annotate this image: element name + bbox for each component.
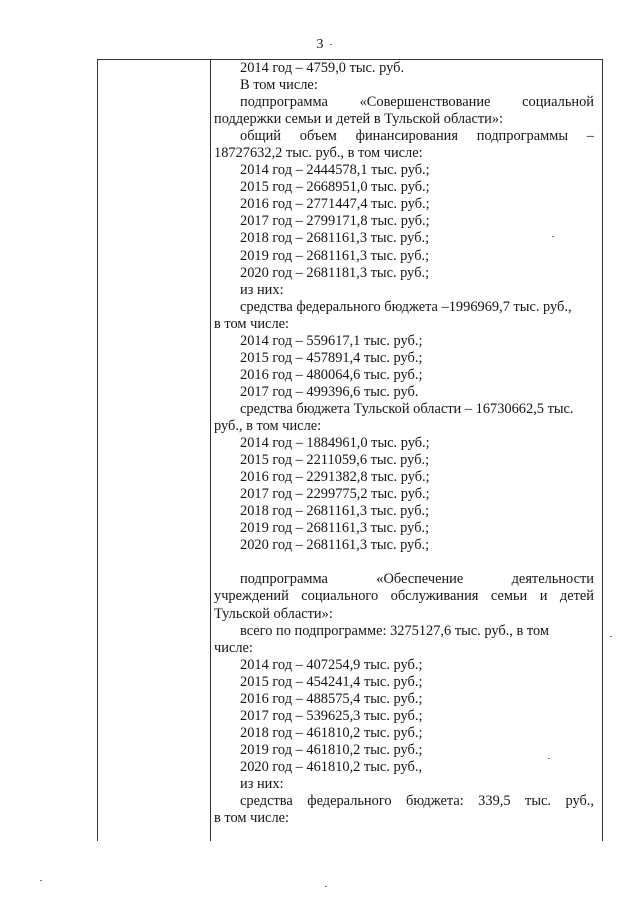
scan-speck <box>330 44 332 45</box>
text-line: числе: <box>214 639 253 656</box>
text-line: 2015 год – 2211059,6 тыс. руб.; <box>240 452 430 469</box>
table-cell-content <box>214 60 594 827</box>
text-line: 2014 год – 407254,9 тыс. руб.; <box>240 656 423 673</box>
text-line: 2015 год – 454241,4 тыс. руб.; <box>240 673 423 690</box>
scan-speck <box>552 236 554 237</box>
text-line: 2020 год – 2681161,3 тыс. руб.; <box>240 537 430 554</box>
text-line: Тульской области»: <box>214 605 333 622</box>
text-line: 18727632,2 тыс. руб., в том числе: <box>214 145 423 162</box>
text-line: 2017 год – 539625,3 тыс. руб.; <box>240 707 423 724</box>
text-line: 2014 год – 559617,1 тыс. руб.; <box>240 332 423 349</box>
text-line: из них: <box>240 281 284 298</box>
text-line: 2017 год – 2799171,8 тыс. руб.; <box>240 213 430 230</box>
text-line: 2014 год – 1884961,0 тыс. руб.; <box>240 435 430 452</box>
text-line: 2016 год – 2771447,4 тыс. руб.; <box>240 196 430 213</box>
text-line: 2019 год – 461810,2 тыс. руб.; <box>240 741 423 758</box>
text-line: 2014 год – 4759,0 тыс. руб. <box>240 60 405 76</box>
blank-line <box>214 554 594 571</box>
text-line: 2016 год – 488575,4 тыс. руб.; <box>240 690 423 707</box>
scan-speck <box>610 636 612 637</box>
scan-speck <box>325 886 327 887</box>
text-line: 2020 год – 461810,2 тыс. руб., <box>240 758 423 775</box>
table-column-divider <box>210 59 211 841</box>
text-line: 2018 год – 461810,2 тыс. руб.; <box>240 724 423 741</box>
text-line: 2018 год – 2681161,3 тыс. руб.; <box>240 230 430 247</box>
text-line: средства федерального бюджета –1996969,7 тыс. руб., <box>240 298 572 315</box>
text-line: подпрограмма «Обеспечение деятельности <box>240 571 594 588</box>
text-line: 2015 год – 2668951,0 тыс. руб.; <box>240 179 430 196</box>
text-line: поддержки семьи и детей в Тульской области»: <box>214 111 504 128</box>
scan-speck <box>40 880 42 881</box>
text-line: из них: <box>240 775 284 792</box>
text-line: в том числе: <box>214 810 290 827</box>
text-line: В том числе: <box>240 77 318 94</box>
text-line: общий объем финансирования подпрограммы – <box>240 128 594 145</box>
page-number: 3 <box>316 37 324 52</box>
text-line: 2016 год – 480064,6 тыс. руб.; <box>240 366 423 383</box>
text-line: 2015 год – 457891,4 тыс. руб.; <box>240 349 423 366</box>
text-line: всего по подпрограмме: 3275127,6 тыс. руб., в том <box>240 622 550 639</box>
text-line: средства бюджета Тульской области – 16730662,5 тыс. <box>240 400 574 417</box>
text-line: 2019 год – 2681161,3 тыс. руб.; <box>240 520 430 537</box>
text-line: руб., в том числе: <box>214 417 322 434</box>
text-line: 2020 год – 2681181,3 тыс. руб.; <box>240 264 430 281</box>
text-line: 2017 год – 499396,6 тыс. руб. <box>240 383 419 400</box>
text-line: подпрограмма «Совершенствование социальной <box>240 94 594 111</box>
text-line: 2014 год – 2444578,1 тыс. руб.; <box>240 162 430 179</box>
text-line: в том числе: <box>214 315 290 332</box>
text-line: 2018 год – 2681161,3 тыс. руб.; <box>240 503 430 520</box>
text-line: 2017 год – 2299775,2 тыс. руб.; <box>240 486 430 503</box>
scan-speck <box>548 758 550 759</box>
text-line: учреждений социального обслуживания семьи и детей <box>214 588 594 605</box>
text-line: 2016 год – 2291382,8 тыс. руб.; <box>240 469 430 486</box>
text-line: средства федерального бюджета: 339,5 тыс. руб., <box>240 793 594 810</box>
text-line: 2019 год – 2681161,3 тыс. руб.; <box>240 247 430 264</box>
